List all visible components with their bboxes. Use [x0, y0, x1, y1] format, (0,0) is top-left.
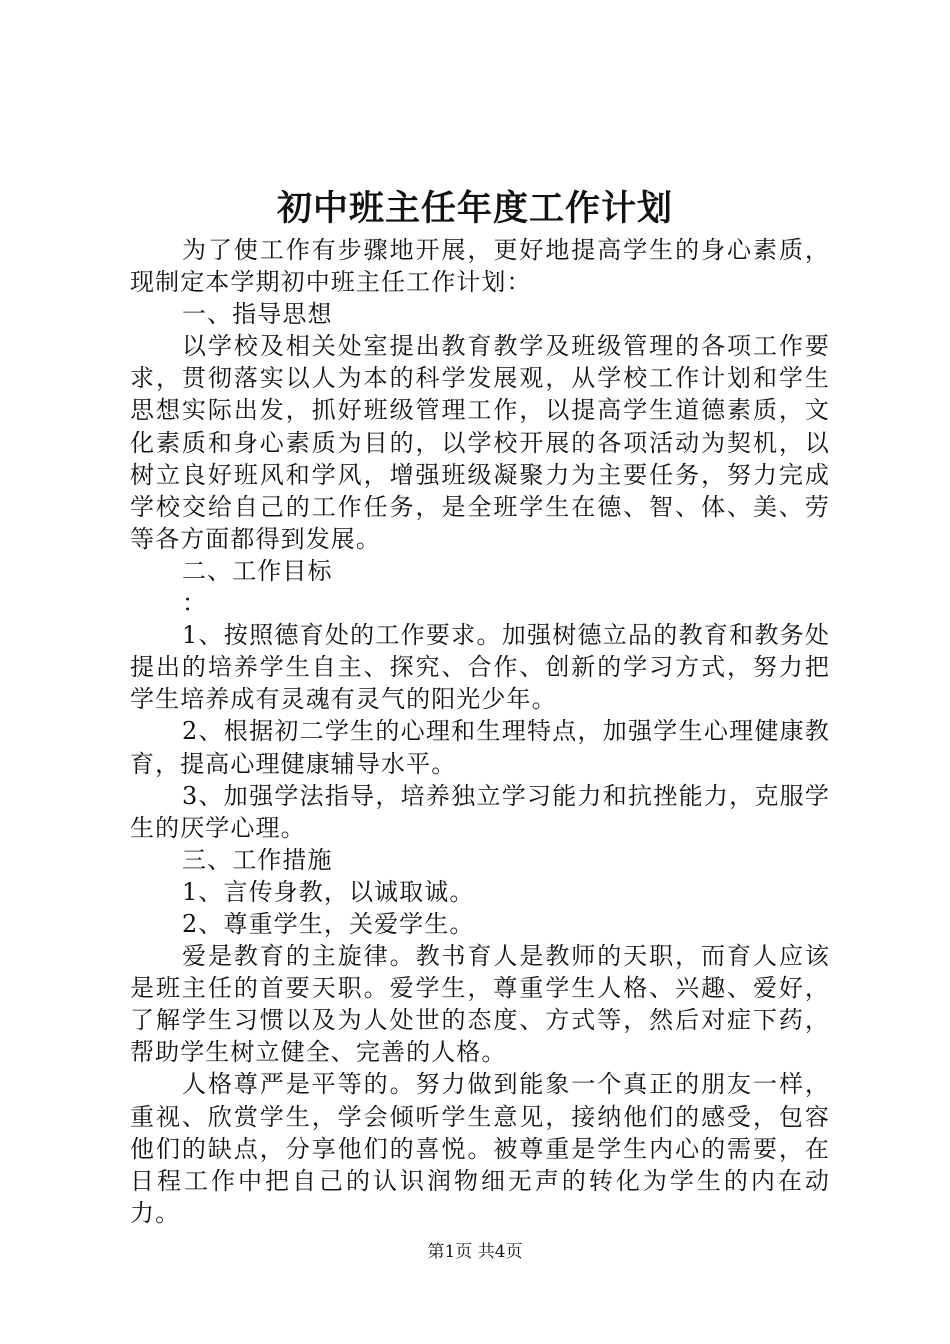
document-body: [130, 234, 830, 1229]
goal-item-3: 3、加强学法指导，培养独立学习能力和抗挫能力，克服学生的厌学心理。: [130, 781, 830, 842]
guiding-thought-paragraph: 以学校及相关处室提出教育教学及班级管理的各项工作要求，贯彻落实以人为本的科学发展观，从学校工作计划和学生思想实际出发，抓好班级管理工作，以提高学生道德素质，文化素质和身心素质为目的，以学校开展的各项活动为契机，以树立良好班风和学风，增强班级凝聚力为主要任务，努力完成学校交给自己的工作任务，是全班学生在德、智、体、美、劳等各方面都得到发展。: [130, 332, 830, 553]
goal-item-2: 2、根据初二学生的心理和生理特点，加强学生心理健康教育，提高心理健康辅导水平。: [130, 717, 830, 778]
intro-paragraph: 为了使工作有步骤地开展，更好地提高学生的身心素质，现制定本学期初中班主任工作计划：: [130, 236, 830, 297]
document-title: 初中班主任年度工作计划: [276, 188, 673, 229]
page-indicator: 第1页 共4页: [427, 1242, 523, 1262]
section-heading-guiding-thought: 一、指导思想: [182, 300, 333, 329]
goal-item-1: 1、按照德育处的工作要求。加强树德立品的教育和教务处提出的培养学生自主、探究、合作、创新的学习方式，努力把学生培养成有灵魂有灵气的阳光少年。: [130, 621, 830, 714]
section-heading-work-measures: 三、工作措施: [182, 845, 333, 874]
measure-item-2: 2、尊重学生，关爱学生。: [182, 909, 475, 938]
love-paragraph: 爱是教育的主旋律。教书育人是教师的天职，而育人应该是班主任的首要天职。爱学生，尊重学生人格、兴趣、爱好，了解学生习惯以及为人处世的态度、方式等，然后对症下药，帮助学生树立健全、完善的人格。: [130, 942, 830, 1067]
dignity-paragraph: 人格尊严是平等的。努力做到能象一个真正的朋友一样，重视、欣赏学生，学会倾听学生意见，接纳他们的感受，包容他们的缺点，分享他们的喜悦。被尊重是学生内心的需要，在日程工作中把自己的认识润物细无声的转化为学生的内在动力。: [130, 1070, 830, 1227]
section-heading-work-goals: 二、工作目标: [182, 556, 333, 585]
colon-line: ：: [182, 589, 208, 618]
measure-item-1: 1、言传身教，以诚取诚。: [182, 877, 475, 906]
